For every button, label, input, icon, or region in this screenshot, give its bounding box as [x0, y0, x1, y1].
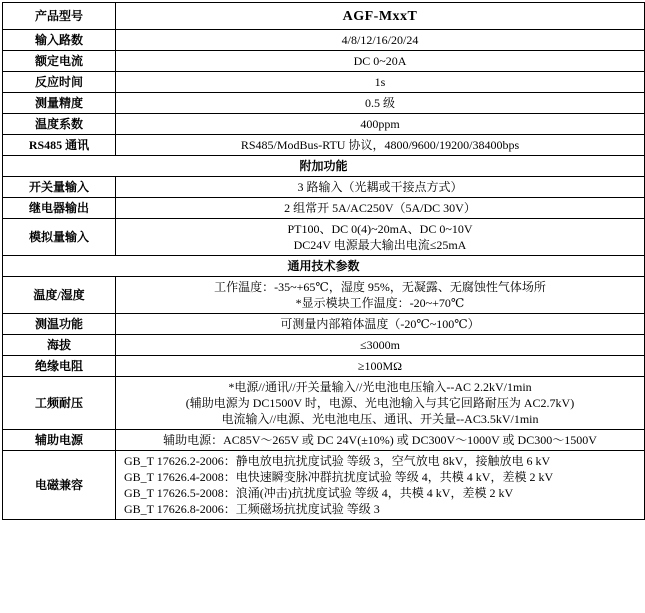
- row-value-emc: [116, 451, 645, 520]
- row-value-altitude: ≤3000m: [116, 335, 645, 356]
- row-value-temperature-humidity: [116, 277, 645, 314]
- row-label-insulation-resistance: 绝缘电阻: [3, 356, 116, 377]
- table-row: [3, 335, 645, 356]
- table-row: [3, 51, 645, 72]
- row-value-withstand-voltage: [116, 377, 645, 430]
- table-row: [3, 430, 645, 451]
- row-label-rated-current: 额定电流: [3, 51, 116, 72]
- table-section-row: [3, 256, 645, 277]
- table-section-row: [3, 156, 645, 177]
- row-value-auxiliary-power: 辅助电源：AC85V～265V 或 DC 24V(±10%) 或 DC300V～1000V 或 DC300～1500V: [116, 430, 645, 451]
- row-value-temp-coefficient: 400ppm: [116, 114, 645, 135]
- row-value-rated-current: DC 0~20A: [116, 51, 645, 72]
- specification-table-body: [3, 3, 645, 520]
- row-value-rs485: RS485/ModBus-RTU 协议，4800/9600/19200/38400bps: [116, 135, 645, 156]
- row-value-product-model: [116, 3, 645, 30]
- withstand-voltage-line-1: *电源//通讯//开关量输入//光电池电压输入--AC 2.2kV/1min: [228, 380, 532, 394]
- section-header-general-parameters: 通用技术参数: [3, 256, 645, 277]
- row-label-rs485: RS485 通讯: [3, 135, 116, 156]
- row-value-digital-input: 3 路输入（光耦或干接点方式）: [116, 177, 645, 198]
- specification-table: [2, 2, 645, 520]
- row-value-insulation-resistance: ≥100MΩ: [116, 356, 645, 377]
- table-row: [3, 30, 645, 51]
- table-row: [3, 219, 645, 256]
- table-row: [3, 3, 645, 30]
- emc-line-2: GB_T 17626.4-2008：电快速瞬变脉冲群抗扰度试验 等级 4，共模 4 kV，差模 2 kV: [124, 470, 554, 484]
- analog-input-line-1: PT100、DC 0(4)~20mA、DC 0~10V: [287, 222, 473, 236]
- row-label-product-model: 产品型号: [3, 3, 116, 30]
- row-label-relay-output: 继电器输出: [3, 198, 116, 219]
- temperature-humidity-line-1: 工作温度：-35~+65℃，湿度 95%，无凝露、无腐蚀性气体场所: [214, 280, 546, 294]
- row-label-response-time: 反应时间: [3, 72, 116, 93]
- row-value-temp-measure: 可测量内部箱体温度（-20℃~100℃）: [116, 314, 645, 335]
- emc-line-4: GB_T 17626.8-2006：工频磁场抗扰度试验 等级 3: [124, 502, 380, 516]
- table-row: [3, 356, 645, 377]
- table-row: [3, 93, 645, 114]
- table-row: [3, 135, 645, 156]
- row-label-withstand-voltage: 工频耐压: [3, 377, 116, 430]
- row-value-response-time: 1s: [116, 72, 645, 93]
- row-value-input-channels: 4/8/12/16/20/24: [116, 30, 645, 51]
- withstand-voltage-line-2: (辅助电源为 DC1500V 时，电源、光电池输入与其它回路耐压为 AC2.7kV): [185, 396, 575, 410]
- row-label-digital-input: 开关量输入: [3, 177, 116, 198]
- row-label-analog-input: 模拟量输入: [3, 219, 116, 256]
- row-value-relay-output: 2 组常开 5A/AC250V（5A/DC 30V）: [116, 198, 645, 219]
- emc-line-1: GB_T 17626.2-2006：静电放电抗扰度试验 等级 3，空气放电 8kV，接触放电 6 kV: [124, 454, 551, 468]
- table-row: [3, 114, 645, 135]
- emc-line-3: GB_T 17626.5-2008：浪涌(冲击)抗扰度试验 等级 4，共模 4 kV，差模 2 kV: [124, 486, 514, 500]
- table-row: [3, 377, 645, 430]
- row-label-emc: 电磁兼容: [3, 451, 116, 520]
- row-label-temp-coefficient: 温度系数: [3, 114, 116, 135]
- withstand-voltage-line-3: 电流输入//电源、光电池电压、通讯、开关量--AC3.5kV/1min: [221, 412, 539, 426]
- row-label-input-channels: 输入路数: [3, 30, 116, 51]
- row-label-temp-measure: 测温功能: [3, 314, 116, 335]
- row-label-accuracy: 测量精度: [3, 93, 116, 114]
- table-row: [3, 177, 645, 198]
- table-row: [3, 314, 645, 335]
- product-model-value: AGF-MxxT: [342, 8, 418, 24]
- row-label-auxiliary-power: 辅助电源: [3, 430, 116, 451]
- analog-input-line-2: DC24V 电源最大输出电流≤25mA: [293, 238, 467, 252]
- table-row: [3, 277, 645, 314]
- table-row: [3, 451, 645, 520]
- row-label-altitude: 海拔: [3, 335, 116, 356]
- row-value-analog-input: [116, 219, 645, 256]
- row-value-accuracy: 0.5 级: [116, 93, 645, 114]
- section-header-additional-functions: 附加功能: [3, 156, 645, 177]
- table-row: [3, 198, 645, 219]
- row-label-temperature-humidity: 温度/湿度: [3, 277, 116, 314]
- table-row: [3, 72, 645, 93]
- temperature-humidity-line-2: *显示模块工作温度：-20~+70℃: [295, 296, 465, 310]
